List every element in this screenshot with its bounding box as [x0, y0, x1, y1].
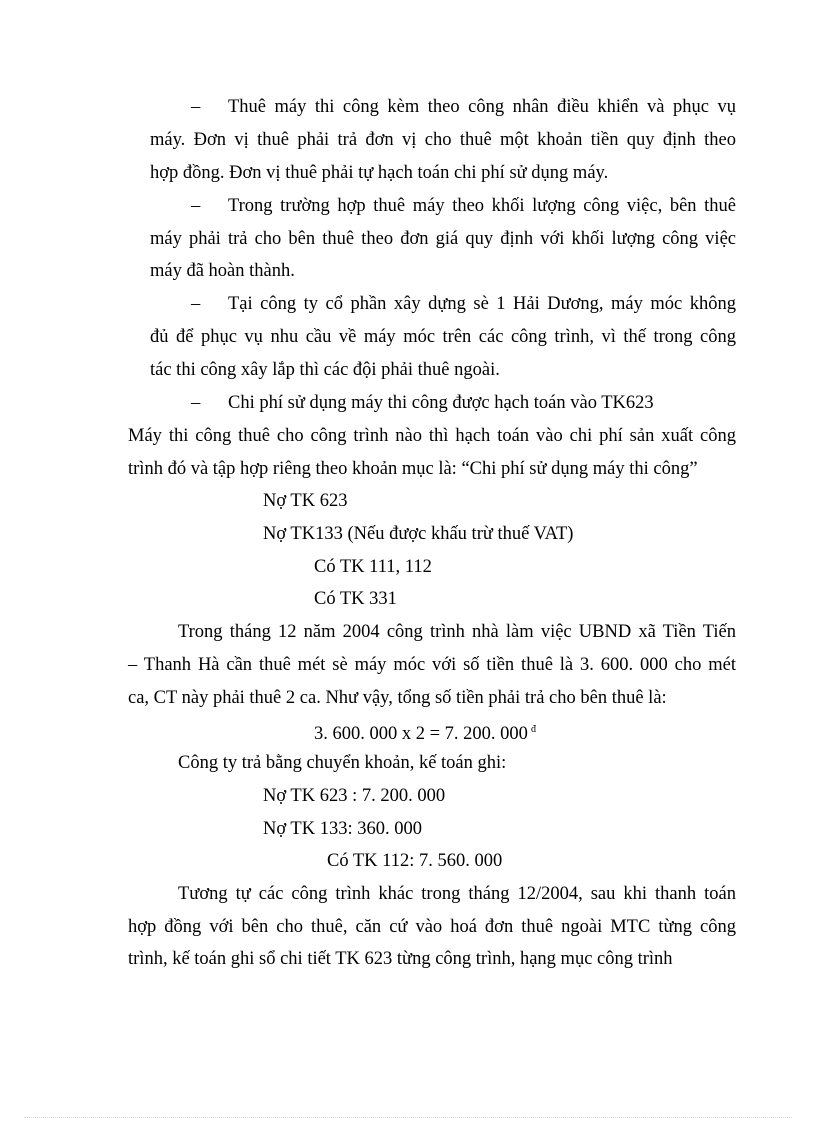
entry-1-credit-111-112: Có TK 111, 112: [314, 557, 432, 577]
formula-text: 3. 600. 000 x 2 = 7. 200. 000: [314, 724, 528, 745]
bullet-2-line-3: máy đã hoàn thành.: [150, 261, 295, 281]
bullet-2-line-1: Trong trường hợp thuê máy theo khối lượng công việc, bên thuê: [228, 196, 736, 216]
entry-1-credit-331: Có TK 331: [314, 589, 397, 609]
bullet-dash: –: [191, 97, 201, 117]
entry-1-debit-133: Nợ TK133 (Nếu được khấu trừ thuế VAT): [263, 524, 574, 544]
paragraph-2-line-2: – Thanh Hà cần thuê mét sè máy móc với số tiền thuê là 3. 600. 000 cho mét: [128, 655, 736, 675]
entry-2-credit-112: Có TK 112: 7. 560. 000: [327, 851, 503, 871]
bullet-2-line-2: máy phải trả cho bên thuê theo đơn giá quy định với khối lượng công việc: [150, 229, 736, 249]
paragraph-2-line-3: ca, CT này phải thuê 2 ca. Như vậy, tổng số tiền phải trả cho bên thuê là:: [128, 688, 667, 708]
bullet-dash: –: [191, 196, 201, 216]
paragraph-4-line-3: trình, kế toán ghi sổ chi tiết TK 623 từng công trình, hạng mục công trình: [128, 949, 673, 969]
formula: [314, 719, 536, 745]
bullet-4-line-1: Chi phí sử dụng máy thi công được hạch toán vào TK623: [228, 393, 654, 413]
entry-1-debit-623: Nợ TK 623: [263, 491, 348, 511]
paragraph-4-line-2: hợp đồng với bên cho thuê, căn cứ vào hoá đơn thuê ngoài MTC từng công: [128, 917, 736, 937]
entry-2-debit-623: Nợ TK 623 : 7. 200. 000: [263, 786, 446, 806]
bullet-1-line-2: máy. Đơn vị thuê phải trả đơn vị cho thuê một khoản tiền quy định theo: [150, 130, 736, 150]
bullet-1-line-3: hợp đồng. Đơn vị thuê phải tự hạch toán chi phí sử dụng máy.: [150, 163, 609, 183]
bullet-3-line-2: đủ để phục vụ nhu cầu về máy móc trên các công trình, vì thế trong công: [150, 327, 736, 347]
paragraph-1-line-2: trình đó và tập hợp riêng theo khoản mục là: “Chi phí sử dụng máy thi công”: [128, 459, 698, 479]
paragraph-4-line-1: Tương tự các công trình khác trong tháng 12/2004, sau khi thanh toán: [178, 884, 736, 904]
paragraph-1-line-1: Máy thi công thuê cho công trình nào thì hạch toán vào chi phí sản xuất công: [128, 426, 736, 446]
paragraph-3: Công ty trả bằng chuyển khoản, kế toán ghi:: [178, 753, 507, 773]
bullet-3-line-3: tác thi công xây lắp thì các đội phải thuê ngoài.: [150, 360, 500, 380]
bullet-dash: –: [191, 393, 201, 413]
entry-2-debit-133: Nợ TK 133: 360. 000: [263, 819, 422, 839]
currency-unit: đ: [530, 724, 536, 735]
bullet-3-line-1: Tại công ty cổ phần xây dựng sè 1 Hải Dương, máy móc không: [228, 294, 736, 314]
paragraph-2-line-1: Trong tháng 12 năm 2004 công trình nhà làm việc UBND xã Tiền Tiến: [178, 622, 736, 642]
page-footer-divider: [24, 1117, 792, 1118]
bullet-dash: –: [191, 294, 201, 314]
bullet-1-line-1: Thuê máy thi công kèm theo công nhân điều khiển và phục vụ: [228, 97, 736, 117]
